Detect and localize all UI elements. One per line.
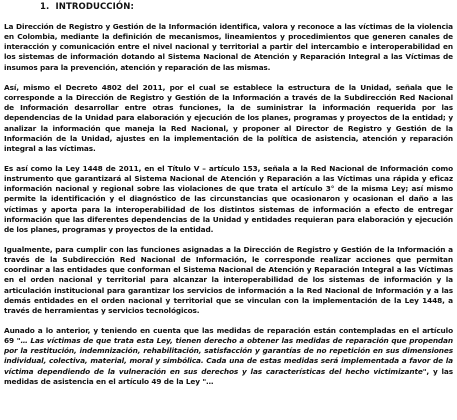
- paragraph-5-lead: Aunado a lo anterior, y teniendo en cuenta que las medidas de reparación están contempladas en el artículo 69 ": [4, 326, 453, 346]
- paragraph-decree-4802: Así, mismo el Decreto 4802 del 2011, por el cual se establece la estructura de la Unidad, señala que le corresponde a la Dirección de Registro y Gestión de la Información a través de la Subdirección Red Nacional de Información desarrollar entre otras funciones, la de suministrar la información requerida por las dependencias de la Unidad para elaboración y ejecución de los planes, programas y proyectos de la entidad; y analizar la información que maneja la Red Nacional, y proponer al Director de Registro y Gestión de la Información de la Unidad, ajustes en la implementación de la política de asistencia, atención y reparación integral a las víctimas.: [4, 83, 453, 153]
- section-title: INTRODUCCIÓN:: [55, 2, 134, 12]
- paragraph-intro: La Dirección de Registro y Gestión de la Información identifica, valora y reconoce a las víctimas de la violencia en Colombia, mediante la definición de mecanismos, lineamientos y procedimientos que generen canales de interacción y comunicación entre el nivel nacional y territorial a partir del intercambio e interoperabilidad en los sistemas de información dotando al Sistema Nacional de Atención y Reparación Integral a las Víctimas de insumos para la prevención, atención y reparación de las mismas.: [4, 22, 453, 72]
- paragraph-law-1448: Es así como la Ley 1448 de 2011, en el Título V – artículo 153, señala a la Red Nacional de Información como instrumento que garantizará al Sistema Nacional de Atención y Reparación a las Víctimas una rápida y eficaz información nacional y regional sobre las violaciones de que trata el artículo 3° de la misma Ley; así mismo permite la identificación y el diagnóstico de las circunstancias que ocasionaron y ocasionan el daño a las víctimas y aporta para la interoperabilidad de los distintos sistemas de información a efecto de entregar información que las diferentes dependencias de la Unidad y entidades requieran para elaboración y ejecución de los planes, programas y proyectos de la entidad.: [4, 164, 453, 234]
- paragraph-functions: Igualmente, para cumplir con las funciones asignadas a la Dirección de Registro y Gestión de la Información a través de la Subdirección Red Nacional de Información, le corresponde realizar acciones que permitan coordinar a las entidades que conforman el Sistema Nacional de Atención y Reparación Integral a las Víctimas en el orden nacional y territorial para alcanzar la interoperabilidad de los sistemas de información y la articulación institucional para garantizar los servicios de información a la Red Nacional de Información y a las demás entidades en el orden nacional y territorial que se vinculan con la implementación de la Ley 1448, a través de herramientas y servicios tecnológicos.: [4, 245, 453, 315]
- section-heading: [40, 2, 134, 12]
- section-number: 1.: [40, 2, 50, 12]
- paragraph-5-tail: ", y las medidas de asistencia en el artículo 49 de la Ley "…: [4, 366, 453, 386]
- paragraph-reparation-measures: [4, 326, 453, 387]
- article-69-quote: … Las víctimas de que trata esta Ley, tienen derecho a obtener las medidas de reparación que propendan por la restitución, indemnización, rehabilitación, satisfacción y garantías de no repetición en sus dimensiones individual, colectiva, material, moral y simbólica. Cada una de estas medidas será implementada a favor de la víctima dependiendo de la vulneración en sus derechos y las características del hecho victimizante: [4, 336, 454, 376]
